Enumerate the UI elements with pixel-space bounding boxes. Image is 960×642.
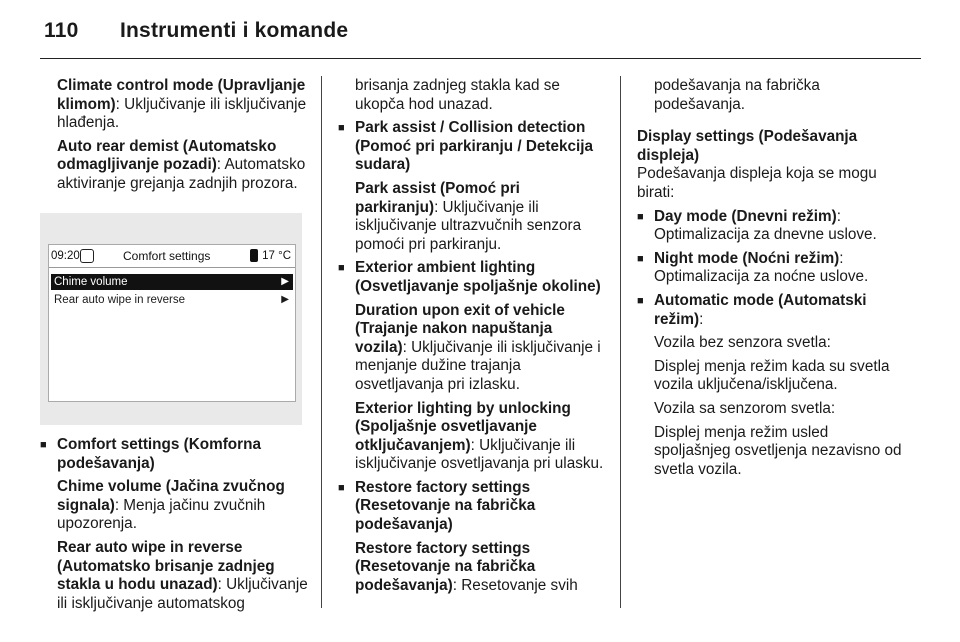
column-1 [57, 77, 309, 199]
column-3 [637, 77, 909, 484]
comfort-settings-figure [40, 213, 302, 425]
chevron-right-icon: ▶ [281, 294, 289, 305]
chevron-right-icon: ▶ [281, 276, 289, 287]
auto-p2: Displej menja režim kada su svetla vozila uključena/isključena. [654, 357, 890, 394]
unlock-paragraph [338, 400, 606, 474]
thermometer-icon [250, 249, 258, 262]
duration-paragraph [338, 302, 606, 395]
night-paragraph: ■ Night mode (Noćni režim): Optimalizacija za noćne uslove. [637, 250, 909, 287]
wipe-text: : Uključivanje ili isključivanje automatskog [57, 576, 308, 612]
screen-time: 09:20 [51, 250, 80, 262]
column-divider-2 [620, 76, 621, 608]
day-paragraph: ■ Day mode (Dnevni režim): Optimalizacija za dnevne uslove. [637, 208, 909, 245]
page-number: 110 [44, 19, 79, 42]
screen-row-wipe[interactable] [51, 292, 293, 308]
chime-text: : Menja jačinu zvučnih upozorenja. [57, 496, 266, 533]
comfort-heading: ■ Comfort settings (Komforna podešavanja) [40, 436, 308, 473]
park-paragraph [338, 180, 606, 254]
duration-text: : Uključivanje ili isključivanje i menjanje dužine trajanja osvetljavanja pri izlasku. [355, 338, 601, 393]
ext-heading: ■ Exterior ambient lighting (Osvetljavanje spoljašnje okoline) [338, 259, 606, 296]
page-title: Instrumenti i komande [120, 19, 349, 42]
restore-sub-text: : Resetovanje svih [452, 576, 578, 594]
day-title: Day mode (Dnevni režim) [654, 207, 837, 225]
unlock-title: Exterior lighting by unlocking (Spoljašnje osvetljavanje otključavanjem) [355, 399, 571, 454]
screen-row-label: Chime volume [54, 276, 128, 288]
header-rule [40, 58, 921, 59]
auto-p3: Vozila sa senzorom svetla: [654, 399, 836, 417]
display-intro: Podešavanja displeja koja se mogu birati: [637, 165, 877, 201]
auto-title: Automatic mode (Automatski režim) [654, 291, 867, 328]
restore-sub-title: Restore factory settings (Resetovanje na fabrička podešavanja) [355, 539, 536, 594]
page-header [44, 19, 348, 43]
night-title: Night mode (Noćni režim) [654, 249, 840, 267]
restore-continued: podešavanja na fabrička podešavanja. [654, 77, 820, 113]
column-1-lower [40, 436, 308, 618]
display-heading: Display settings (Podešavanja displeja) [637, 128, 858, 164]
day-text: Optimalizacija za dnevne uslove. [654, 226, 877, 244]
restore-heading: ■ Restore factory settings (Resetovanje na fabrička podešavanja) [338, 479, 606, 535]
demist-title: Auto rear demist (Automatsko odmagljivanje pozadi) [57, 137, 277, 174]
auto-p4: Displej menja režim usled spoljašnjeg osvetljenja nezavisno od svetla vozila. [654, 423, 902, 478]
screen-row-label: Rear auto wipe in reverse [54, 294, 186, 306]
screen-temp: 17 °C [262, 250, 291, 262]
chime-title: Chime volume (Jačina zvučnog signala) [57, 478, 285, 514]
wipe-title: Rear auto wipe in reverse (Automatsko brisanje zadnjeg stakla u hodu unazad) [57, 538, 275, 594]
wipe-continued: brisanja zadnjeg stakla kad se ukopča hod unazad. [355, 77, 560, 113]
climate-title: Climate control mode (Upravljanje klimom) [57, 77, 306, 113]
wipe-paragraph [40, 539, 308, 613]
screen-header [49, 245, 295, 268]
unlock-text: : Uključivanje ili isključivanje osvetljavanja pri ulasku. [355, 436, 604, 473]
restore-paragraph [338, 540, 606, 596]
auto-paragraph: ■ Automatic mode (Automatski režim): [637, 292, 909, 329]
clock-icon [80, 249, 94, 263]
park-sub-title: Park assist (Pomoć pri parkiranju) [355, 179, 520, 216]
climate-text: : Uključivanje ili isključivanje hlađenja. [57, 95, 307, 132]
park-sub-text: : Uključivanje ili isključivanje ultrazvučnih senzora pomoći pri parkiranju. [355, 198, 582, 253]
park-heading: ■ Park assist / Collision detection (Pomoć pri parkiranju / Detekcija sudara) [338, 119, 606, 175]
column-2 [338, 77, 606, 600]
column-divider-1 [321, 76, 322, 608]
screen-title: Comfort settings [123, 249, 211, 263]
climate-paragraph [57, 77, 309, 133]
night-text: Optimalizacija za noćne uslove. [654, 268, 869, 286]
duration-title: Duration upon exit of vehicle (Trajanje nakon napuštanja vozila) [355, 301, 565, 356]
auto-p1: Vozila bez senzora svetla: [654, 334, 831, 352]
demist-text: : Automatsko aktiviranje grejanja zadnjih prozora. [57, 156, 306, 192]
chime-paragraph [40, 478, 308, 534]
display-screen [48, 244, 296, 402]
screen-row-chime[interactable] [51, 274, 293, 290]
demist-paragraph [57, 138, 309, 194]
